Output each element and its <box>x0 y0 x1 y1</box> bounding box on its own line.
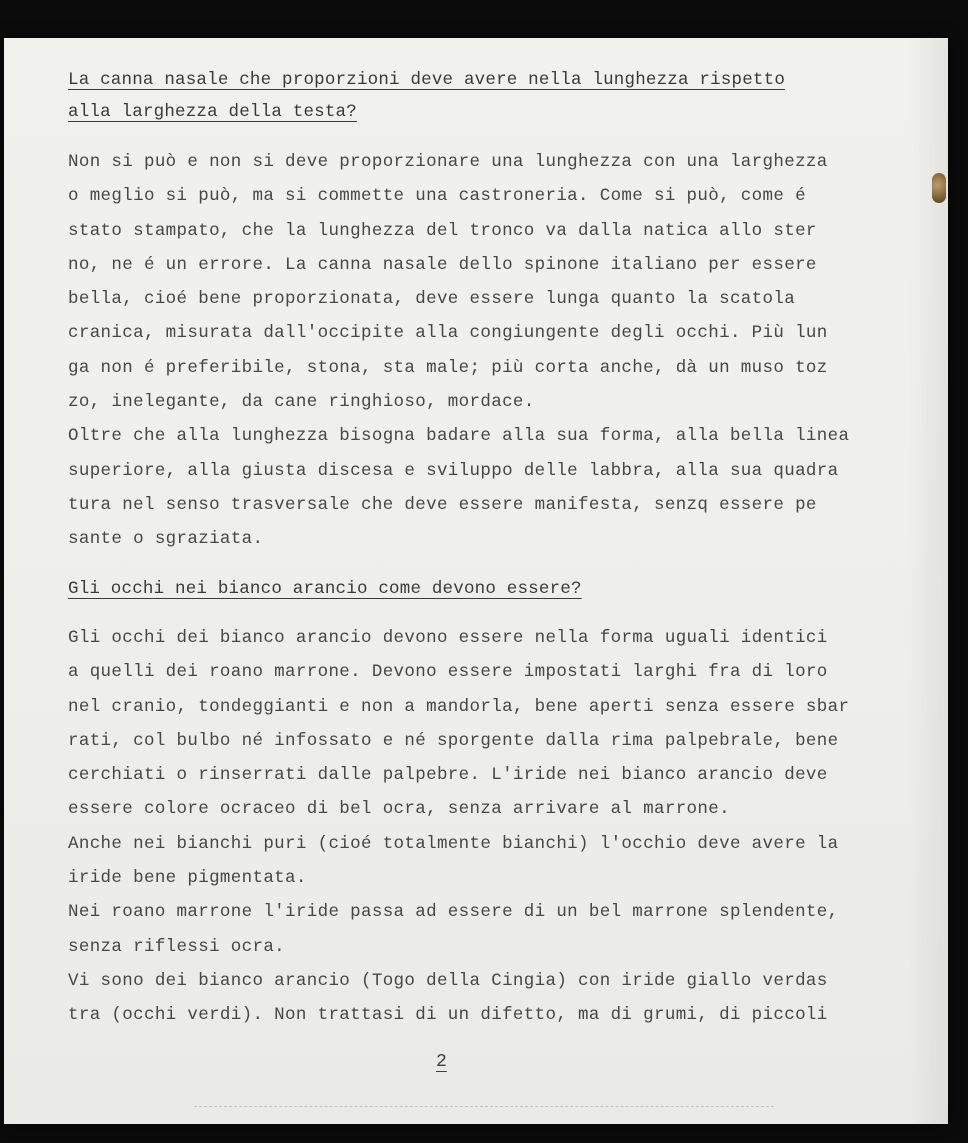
text-line: stato stampato, che la lunghezza del tronco va dalla natica allo ster <box>68 220 817 241</box>
binder-ring <box>932 173 946 203</box>
text-line: senza riflessi ocra. <box>68 936 286 957</box>
text-line: Vi sono dei bianco arancio (Togo della Cingia) con iride giallo verdas <box>68 970 828 991</box>
text-line: tura nel senso trasversale che deve essere manifesta, senzq essere pe <box>68 494 817 515</box>
paragraph <box>68 621 938 1033</box>
page-number: 2 <box>436 1052 447 1072</box>
text-line: ga non é preferibile, stona, sta male; più corta anche, dà un muso toz <box>68 357 828 378</box>
heading-line-2: alla larghezza della testa? <box>68 102 357 122</box>
text-line: rati, col bulbo né infossato e né sporgente dalla rima palpebrale, bene <box>68 730 839 751</box>
text-line: cerchiati o rinserrati dalle palpebre. L'iride nei bianco arancio deve <box>68 765 828 786</box>
text-line: Oltre che alla lunghezza bisogna badare alla sua forma, alla bella linea <box>68 426 850 447</box>
paragraph <box>68 145 938 557</box>
text-line: iride bene pigmentata. <box>68 868 307 889</box>
text-line: Anche nei bianchi puri (cioé totalmente bianchi) l'occhio deve avere la <box>68 833 839 854</box>
text-line: no, ne é un errore. La canna nasale dello spinone italiano per essere <box>68 254 817 275</box>
text-line: cranica, misurata dall'occipite alla congiungente degli occhi. Più lun <box>68 323 828 344</box>
text-line: Gli occhi dei bianco arancio devono essere nella forma uguali identici <box>68 628 828 648</box>
section-nasal-body <box>68 145 938 557</box>
text-line: nel cranio, tondeggianti e non a mandorla, bene aperti senza essere sbar <box>68 696 850 717</box>
document-page <box>4 38 948 1124</box>
text-line: zo, inelegante, da cane ringhioso, mordace. <box>68 392 535 413</box>
heading-eyes: Gli occhi nei bianco arancio come devono essere? <box>68 579 582 599</box>
bottom-divider <box>194 1106 774 1109</box>
text-line: essere colore ocraceo di bel ocra, senza arrivare al marrone. <box>68 799 730 820</box>
text-line: superiore, alla giusta discesa e sviluppo delle labbra, alla sua quadra <box>68 460 839 481</box>
text-line: bella, cioé bene proporzionata, deve essere lunga quanto la scatola <box>68 289 796 310</box>
text-line: Non si può e non si deve proporzionare una lunghezza con una larghezza <box>68 152 828 172</box>
text-line: tra (occhi verdi). Non trattasi di un difetto, ma di grumi, di piccoli <box>68 1005 828 1026</box>
section-eyes-heading <box>68 573 938 605</box>
section-nasal-heading <box>68 64 938 128</box>
text-line: Nei roano marrone l'iride passa ad essere di un bel marrone splendente, <box>68 902 839 923</box>
text-line: a quelli dei roano marrone. Devono essere impostati larghi fra di loro <box>68 662 828 683</box>
text-line: sante o sgraziata. <box>68 529 264 550</box>
section-eyes-body <box>68 621 938 1033</box>
text-line: o meglio si può, ma si commette una castroneria. Come si può, come é <box>68 186 806 207</box>
heading-line-1: La canna nasale che proporzioni deve avere nella lunghezza rispetto <box>68 70 786 90</box>
